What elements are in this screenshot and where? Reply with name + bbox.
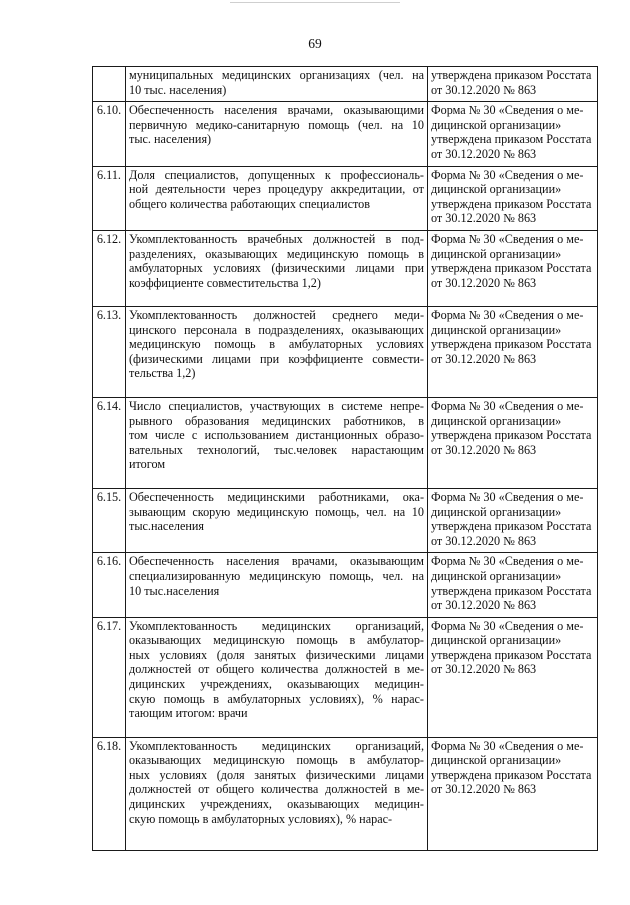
indicator-name-line: цинского персонала в подразделениях, оказывающих xyxy=(129,322,424,337)
data-source-line: утверждена приказом Росстата xyxy=(431,68,592,82)
data-source-cell xyxy=(428,737,598,850)
data-source-line: от 30.12.2020 № 863 xyxy=(431,351,537,366)
data-source-line: утверждена приказом Росстата xyxy=(431,583,592,598)
indicator-name-line: муниципальных медицинских организациях (чел. на xyxy=(129,68,424,82)
indicator-name-line: Число специалистов, участвующих в системе непре- xyxy=(129,398,424,413)
data-source-line: Форма № 30 «Сведения о ме- xyxy=(431,103,584,118)
row-number: 6.16. xyxy=(93,553,126,617)
indicator-name-line: дицинских учреждениях, оказывающих медицин- xyxy=(129,677,424,692)
data-source-line: Форма № 30 «Сведения о ме- xyxy=(431,618,584,633)
data-source-line: от 30.12.2020 № 863 xyxy=(431,782,537,797)
indicator-name-line: Доля специалистов, допущенных к профессиональ- xyxy=(129,167,424,182)
data-source-line: дицинской организации» xyxy=(431,182,562,197)
data-source-line: Форма № 30 «Сведения о ме- xyxy=(431,398,584,413)
data-source-line: дицинской организации» xyxy=(431,117,562,132)
data-source-line: утверждена приказом Росстата xyxy=(431,519,592,534)
indicator-name-line: ной деятельности через процедуру аккредитации, от xyxy=(129,182,424,197)
table-row xyxy=(93,230,598,306)
indicators-table xyxy=(92,66,598,851)
indicator-name-line: Укомплектованность медицинских организаций, xyxy=(129,618,424,633)
indicator-name-line: тыс. населения) xyxy=(129,132,212,147)
indicator-name-cell xyxy=(126,67,428,102)
indicator-name-line: Обеспеченность населения врачами, оказывающим xyxy=(129,554,424,569)
data-source-cell xyxy=(428,67,598,102)
indicator-name-line: амбулаторных условиях (физическими лицами при xyxy=(129,261,424,276)
data-source-cell xyxy=(428,166,598,230)
table-row xyxy=(93,617,598,737)
data-source-line: утверждена приказом Росстата xyxy=(431,428,592,443)
indicator-name-cell xyxy=(126,397,428,488)
data-source-line: от 30.12.2020 № 863 xyxy=(431,662,537,677)
indicator-name-line: ных условиях (доля занятых физическими лицами xyxy=(129,767,424,782)
data-source-line: Форма № 30 «Сведения о ме- xyxy=(431,231,584,246)
indicator-name-line: дицинских учреждениях, оказывающих медицин- xyxy=(129,797,424,812)
indicator-name-cell xyxy=(126,102,428,166)
data-source-line: от 30.12.2020 № 863 xyxy=(431,442,537,457)
data-source-line: дицинской организации» xyxy=(431,504,562,519)
data-source-line: от 30.12.2020 № 863 xyxy=(431,82,537,97)
data-source-line: дицинской организации» xyxy=(431,633,562,648)
data-source-line: от 30.12.2020 № 863 xyxy=(431,211,537,226)
row-number: 6.17. xyxy=(93,617,126,737)
data-source-cell xyxy=(428,488,598,552)
table-row xyxy=(93,102,598,166)
data-source-line: Форма № 30 «Сведения о ме- xyxy=(431,167,584,182)
indicator-name-line: зывающим скорую медицинскую помощь, чел. на 10 xyxy=(129,504,424,519)
data-source-line: утверждена приказом Росстата xyxy=(431,196,592,211)
data-source-line: утверждена приказом Росстата xyxy=(431,767,592,782)
row-number: 6.14. xyxy=(93,397,126,488)
indicator-name-line: разделениях, оказывающих медицинскую помощь в xyxy=(129,246,424,261)
row-number: 6.10. xyxy=(93,102,126,166)
data-source-line: утверждена приказом Росстата xyxy=(431,337,592,352)
page-number: 69 xyxy=(308,36,322,51)
row-number xyxy=(93,67,126,102)
data-source-line: Форма № 30 «Сведения о ме- xyxy=(431,554,584,569)
indicator-name-line: вательных технологий, тыс.человек нарастающим xyxy=(129,442,424,457)
data-source-cell xyxy=(428,306,598,397)
indicators-table-body xyxy=(93,67,598,851)
data-source-line: утверждена приказом Росстата xyxy=(431,647,592,662)
indicator-name-line: первичную медико-санитарную помощь (чел. на 10 xyxy=(129,117,424,132)
indicator-name-line: (физическими лицами при коэффициенте совмести- xyxy=(129,351,424,366)
indicator-name-line: ных условиях (доля занятых физическими лицами xyxy=(129,647,424,662)
data-source-line: дицинской организации» xyxy=(431,322,562,337)
data-source-line: от 30.12.2020 № 863 xyxy=(431,146,537,161)
indicator-name-line: Укомплектованность должностей среднего меди- xyxy=(129,307,424,322)
data-source-line: дицинской организации» xyxy=(431,246,562,261)
indicator-name-line: Обеспеченность медицинскими работниками, ока- xyxy=(129,489,424,504)
indicator-name-line: коэффициенте совместительства 1,2) xyxy=(129,275,321,290)
data-source-line: утверждена приказом Росстата xyxy=(431,132,592,147)
row-number: 6.15. xyxy=(93,488,126,552)
data-source-line: дицинской организации» xyxy=(431,753,562,768)
indicator-name-line: том числе с использованием дистанционных образо- xyxy=(129,428,424,443)
indicator-name-cell xyxy=(126,306,428,397)
indicator-name-cell xyxy=(126,230,428,306)
indicator-name-line: Укомплектованность медицинских организаций, xyxy=(129,738,424,753)
indicator-name-line: тающим итогом: врачи xyxy=(129,706,248,721)
indicator-name-line: скую помощь в амбулаторных условиях), % нарас- xyxy=(129,691,424,706)
data-source-line: Форма № 30 «Сведения о ме- xyxy=(431,738,584,753)
data-source-cell xyxy=(428,617,598,737)
row-number: 6.12. xyxy=(93,230,126,306)
indicator-name-line: общего количества работающих специалистов xyxy=(129,196,370,211)
data-source-line: утверждена приказом Росстата xyxy=(431,261,592,276)
indicator-name-line: Укомплектованность врачебных должностей в под- xyxy=(129,231,424,246)
scan-artifact-line xyxy=(230,2,400,3)
table-row xyxy=(93,166,598,230)
data-source-line: Форма № 30 «Сведения о ме- xyxy=(431,307,584,322)
indicator-name-cell xyxy=(126,737,428,850)
indicator-name-line: 10 тыс. населения) xyxy=(129,82,227,97)
indicator-name-line: итогом xyxy=(129,457,166,472)
data-source-line: Форма № 30 «Сведения о ме- xyxy=(431,489,584,504)
indicator-name-line: тыс.населения xyxy=(129,519,205,534)
data-source-line: от 30.12.2020 № 863 xyxy=(431,275,537,290)
indicator-name-line: оказывающих медицинскую помощь в амбулатор- xyxy=(129,753,424,768)
indicator-name-line: рывного образования медицинских работников, в xyxy=(129,413,424,428)
data-source-line: от 30.12.2020 № 863 xyxy=(431,533,537,548)
table-row xyxy=(93,553,598,617)
table-row xyxy=(93,67,598,102)
row-number: 6.13. xyxy=(93,306,126,397)
row-number: 6.11. xyxy=(93,166,126,230)
indicator-name-line: медицинскую помощь в амбулаторных условиях xyxy=(129,337,424,352)
table-row xyxy=(93,397,598,488)
data-source-line: дицинской организации» xyxy=(431,568,562,583)
indicator-name-cell xyxy=(126,166,428,230)
data-source-cell xyxy=(428,230,598,306)
data-source-cell xyxy=(428,102,598,166)
data-source-line: от 30.12.2020 № 863 xyxy=(431,598,537,613)
data-source-cell xyxy=(428,553,598,617)
data-source-cell xyxy=(428,397,598,488)
indicator-name-cell xyxy=(126,553,428,617)
indicator-name-line: должностей от общего количества должностей в ме- xyxy=(129,782,424,797)
data-source-line: дицинской организации» xyxy=(431,413,562,428)
indicator-name-line: специализированную медицинскую помощь, чел. на xyxy=(129,568,424,583)
indicator-name-line: должностей от общего количества должностей в ме- xyxy=(129,662,424,677)
row-number: 6.18. xyxy=(93,737,126,850)
indicator-name-line: 10 тыс.населения xyxy=(129,583,220,598)
table-row xyxy=(93,306,598,397)
indicator-name-line: скую помощь в амбулаторных условиях), % нарас- xyxy=(129,811,393,826)
table-row xyxy=(93,737,598,850)
indicator-name-cell xyxy=(126,617,428,737)
indicator-name-line: оказывающих медицинскую помощь в амбулатор- xyxy=(129,633,424,648)
indicator-name-cell xyxy=(126,488,428,552)
table-row xyxy=(93,488,598,552)
indicator-name-line: Обеспеченность населения врачами, оказывающими xyxy=(129,103,424,118)
indicator-name-line: тельства 1,2) xyxy=(129,366,196,381)
